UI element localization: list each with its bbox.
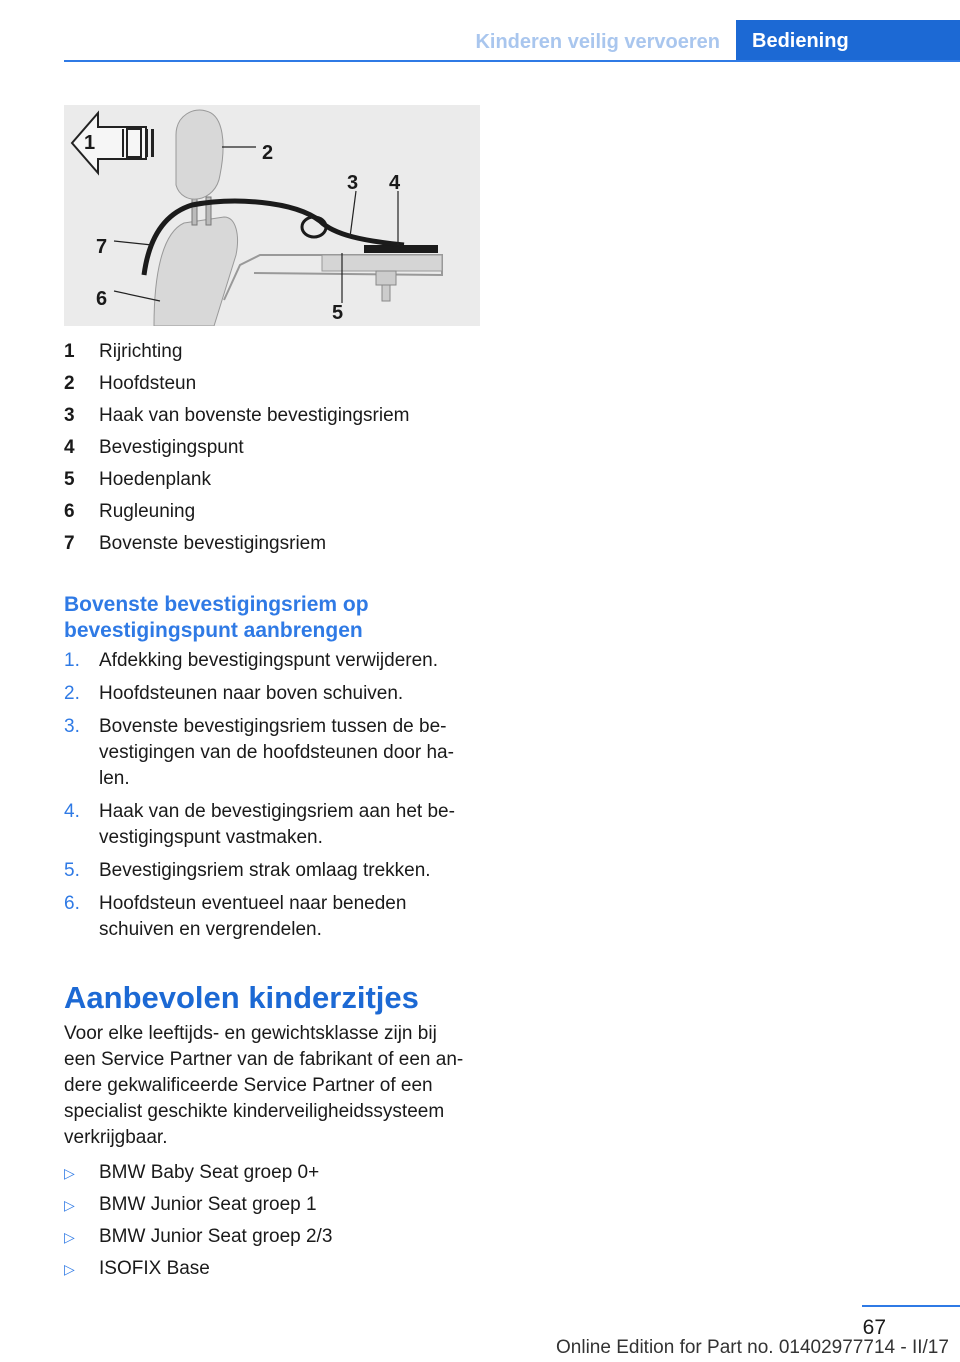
legend-label: Hoedenplank (99, 469, 211, 490)
section-heading-line: Bovenste bevestigingsriem op (64, 593, 369, 616)
step-number: 4. (64, 801, 80, 822)
callout-2: 2 (262, 142, 274, 164)
edition-footer: Online Edition for Part no. 01402977714 - II/17 (556, 1337, 949, 1358)
triangle-right-icon: ▷ (64, 1197, 75, 1213)
callout-4: 4 (389, 172, 401, 194)
list-item (64, 1256, 484, 1282)
step-text (99, 891, 484, 943)
legend-label: Bovenste bevestigingsriem (99, 533, 327, 554)
step-line: vestigingen van de hoofdsteunen door ha- (99, 742, 454, 763)
legend-item (64, 528, 484, 560)
legend-item (64, 336, 484, 368)
intro-line: een Service Partner van de fabrikant of een an- (64, 1049, 464, 1070)
list-item-text: ISOFIX Base (99, 1258, 210, 1279)
step-line: vestigingspunt vastmaken. (99, 827, 323, 848)
step-line: Haak van de bevestigingsriem aan het be- (99, 801, 455, 822)
intro-line: dere gekwalificeerde Service Partner of een (64, 1075, 433, 1096)
intro-line: specialist geschikte kinderveiligheidssysteem (64, 1101, 445, 1122)
page-header (64, 0, 960, 62)
step-item (64, 681, 484, 707)
step-item (64, 799, 484, 851)
page-number: 67 (862, 1316, 886, 1339)
figure-legend (64, 336, 484, 560)
recommended-seat-list (64, 1160, 484, 1288)
recommended-seats-heading: Aanbevolen kinderzitjes (64, 980, 419, 1015)
step-line: Bovenste bevestigingsriem tussen de be- (99, 716, 447, 737)
callout-7: 7 (96, 236, 108, 258)
step-number: 1. (64, 650, 80, 671)
intro-line: verkrijgbaar. (64, 1127, 168, 1148)
triangle-right-icon: ▷ (64, 1165, 75, 1181)
legend-label: Bevestigingspunt (99, 437, 244, 458)
tether-hook-shape (302, 217, 326, 237)
recommended-intro (64, 1021, 484, 1151)
instruction-steps (64, 648, 484, 950)
step-number: 2. (64, 683, 80, 704)
legend-label: Hoofdsteun (99, 373, 197, 394)
legend-item (64, 400, 484, 432)
step-item (64, 858, 484, 884)
list-item (64, 1224, 484, 1250)
step-number: 6. (64, 893, 80, 914)
step-text: Hoofdsteunen naar boven schuiven. (99, 683, 404, 704)
triangle-right-icon: ▷ (64, 1261, 75, 1277)
step-item (64, 648, 484, 674)
step-text (99, 714, 484, 792)
list-item (64, 1160, 484, 1186)
backrest-shape (154, 217, 238, 326)
legend-item (64, 368, 484, 400)
step-text (99, 799, 484, 851)
callout-3: 3 (347, 172, 359, 194)
legend-label: Rugleuning (99, 501, 196, 522)
legend-number: 2 (64, 373, 75, 394)
legend-label: Rijrichting (99, 341, 183, 362)
footer-rule (862, 1305, 960, 1307)
section-heading-line: bevestigingspunt aanbrengen (64, 619, 363, 642)
callout-5: 5 (332, 302, 344, 324)
step-number: 3. (64, 716, 80, 737)
list-item-text: BMW Junior Seat groep 1 (99, 1194, 317, 1215)
step-line: schuiven en vergrendelen. (99, 919, 322, 940)
triangle-right-icon: ▷ (64, 1229, 75, 1245)
step-line: Hoofdsteun eventueel naar beneden (99, 893, 407, 914)
list-item-text: BMW Junior Seat groep 2/3 (99, 1226, 333, 1247)
legend-label: Haak van bovenste bevestigingsriem (99, 405, 410, 426)
section-heading (64, 592, 484, 644)
step-line: len. (99, 768, 130, 789)
legend-number: 3 (64, 405, 75, 426)
legend-item (64, 496, 484, 528)
legend-number: 6 (64, 501, 75, 522)
step-number: 5. (64, 860, 80, 881)
header-chapter-tab: Bediening (736, 20, 960, 62)
legend-number: 7 (64, 533, 75, 554)
header-section-title: Kinderen veilig vervoeren (475, 31, 720, 53)
step-item (64, 891, 484, 943)
step-item (64, 714, 484, 792)
list-item (64, 1192, 484, 1218)
tether-strap-illustration (64, 105, 480, 326)
callout-6: 6 (96, 288, 108, 310)
legend-item (64, 432, 484, 464)
legend-item (64, 464, 484, 496)
legend-number: 5 (64, 469, 75, 490)
legend-number: 1 (64, 341, 75, 362)
headrest-shape (176, 110, 223, 199)
illustration-svg (64, 105, 480, 326)
list-item-text: BMW Baby Seat groep 0+ (99, 1162, 320, 1183)
step-text: Bevestigingsriem strak omlaag trekken. (99, 860, 431, 881)
legend-number: 4 (64, 437, 75, 458)
step-text: Afdekking bevestigingspunt verwijderen. (99, 650, 439, 671)
callout-1: 1 (84, 132, 96, 154)
intro-line: Voor elke leeftijds- en gewichtsklasse zijn bij (64, 1023, 437, 1044)
header-rule (64, 60, 960, 62)
